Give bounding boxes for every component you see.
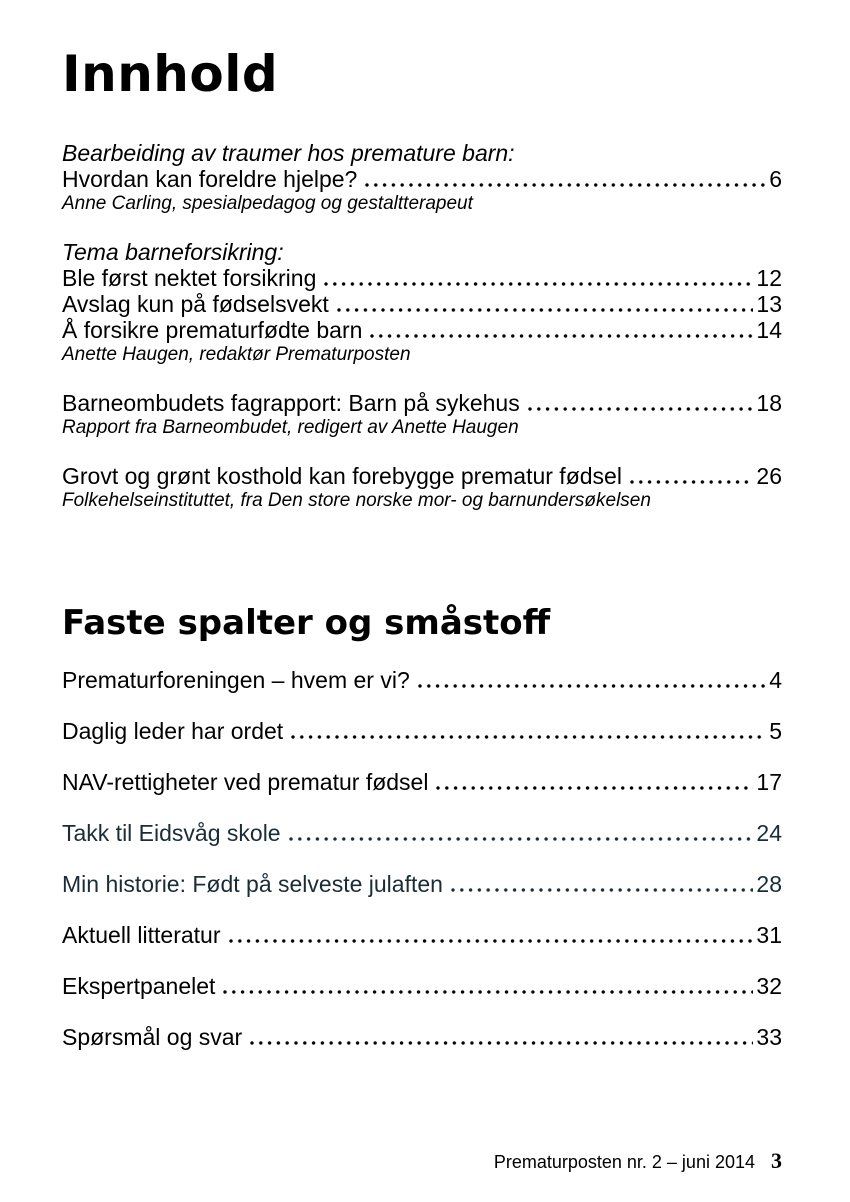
toc-feature-block [62,140,782,216]
toc-entry-title: Prematurforeningen – hvem er vi? [62,667,410,694]
toc-entry-page-number: 33 [756,1024,782,1051]
dot-leader [370,333,753,338]
toc-entry [62,872,782,896]
toc-entry [62,166,782,192]
dot-leader [365,182,766,187]
toc-entry-title: Ekspertpanelet [62,973,216,1000]
toc-kicker: Bearbeiding av traumer hos premature barn: [62,139,515,166]
toc-entries [62,166,782,192]
toc-entry-page-number: 6 [769,165,782,192]
dot-leader [324,281,753,286]
toc-entry [62,821,782,845]
footer-page-number: 3 [771,1148,782,1173]
toc-byline: Rapport fra Barneombudet, redigert av Anette Haugen [62,416,519,438]
toc-entry-page-number: 4 [769,667,782,694]
toc-entry-page-number: 13 [756,290,782,317]
toc-entry-page-number: 28 [756,871,782,898]
toc-feature-block [62,463,782,513]
toc-entry [62,923,782,947]
toc-entry [62,668,782,692]
dot-leader [223,989,753,994]
toc-kicker: Tema barneforsikring: [62,238,284,265]
toc-entry-page-number: 5 [769,718,782,745]
toc-entry [62,390,782,416]
toc-entry-page-number: 24 [756,820,782,847]
toc-feature-block [62,239,782,367]
toc-byline: Anette Haugen, redaktør Prematurposten [62,343,411,365]
toc-entry-title: Aktuell litteratur [62,922,221,949]
toc-entry [62,463,782,489]
section-title: Faste spalter og småstoff [62,602,551,643]
toc-entries [62,390,782,416]
toc-entry [62,291,782,317]
toc-entry [62,317,782,343]
toc-entry [62,719,782,743]
toc-entry [62,1025,782,1049]
toc-entry-page-number: 12 [756,264,782,291]
toc-feature-block [62,390,782,440]
toc-entry-title: Ble først nektet forsikring [62,264,317,291]
dot-leader [630,479,753,484]
toc-entry [62,974,782,998]
toc-entry [62,265,782,291]
dot-leader [337,307,754,312]
dot-leader [229,938,754,943]
dot-leader [291,734,766,739]
toc-byline: Folkehelseinstituttet, fra Den store norske mor- og barnundersøkelsen [62,489,651,511]
toc-entry-page-number: 14 [756,316,782,343]
page-title: Innhold [62,45,279,103]
feature-toc-list [62,140,782,513]
toc-entry-page-number: 18 [756,389,782,416]
dot-leader [289,836,754,841]
toc-entry-title: Avslag kun på fødselsvekt [62,290,329,317]
toc-entry-page-number: 32 [756,973,782,1000]
dot-leader [451,887,753,892]
dot-leader [528,406,754,411]
footer-issue-text: Prematurposten nr. 2 – juni 2014 [493,1152,755,1172]
regular-toc-list [62,668,782,1049]
toc-entry-title: Daglig leder har ordet [62,718,284,745]
toc-entry-title: Takk til Eidsvåg skole [62,820,281,847]
toc-entry-title: Min historie: Født på selveste julaften [62,871,443,898]
toc-entry-title: Å forsikre prematurfødte barn [62,316,363,343]
dot-leader [436,785,753,790]
toc-entry [62,770,782,794]
toc-entry-title: Grovt og grønt kosthold kan forebygge prematur fødsel [62,462,622,489]
toc-entries [62,265,782,343]
toc-entry-title: Spørsmål og svar [62,1024,243,1051]
toc-entry-title: Barneombudets fagrapport: Barn på sykehus [62,389,520,416]
toc-entry-title: NAV-rettigheter ved prematur fødsel [62,769,429,796]
toc-entry-title: Hvordan kan foreldre hjelpe? [62,165,358,192]
toc-entries [62,463,782,489]
dot-leader [418,683,766,688]
page-footer [62,1148,782,1174]
dot-leader [250,1040,753,1045]
toc-entry-page-number: 31 [756,922,782,949]
toc-entry-page-number: 17 [756,769,782,796]
toc-byline: Anne Carling, spesialpedagog og gestaltterapeut [62,192,473,214]
toc-entry-page-number: 26 [756,462,782,489]
